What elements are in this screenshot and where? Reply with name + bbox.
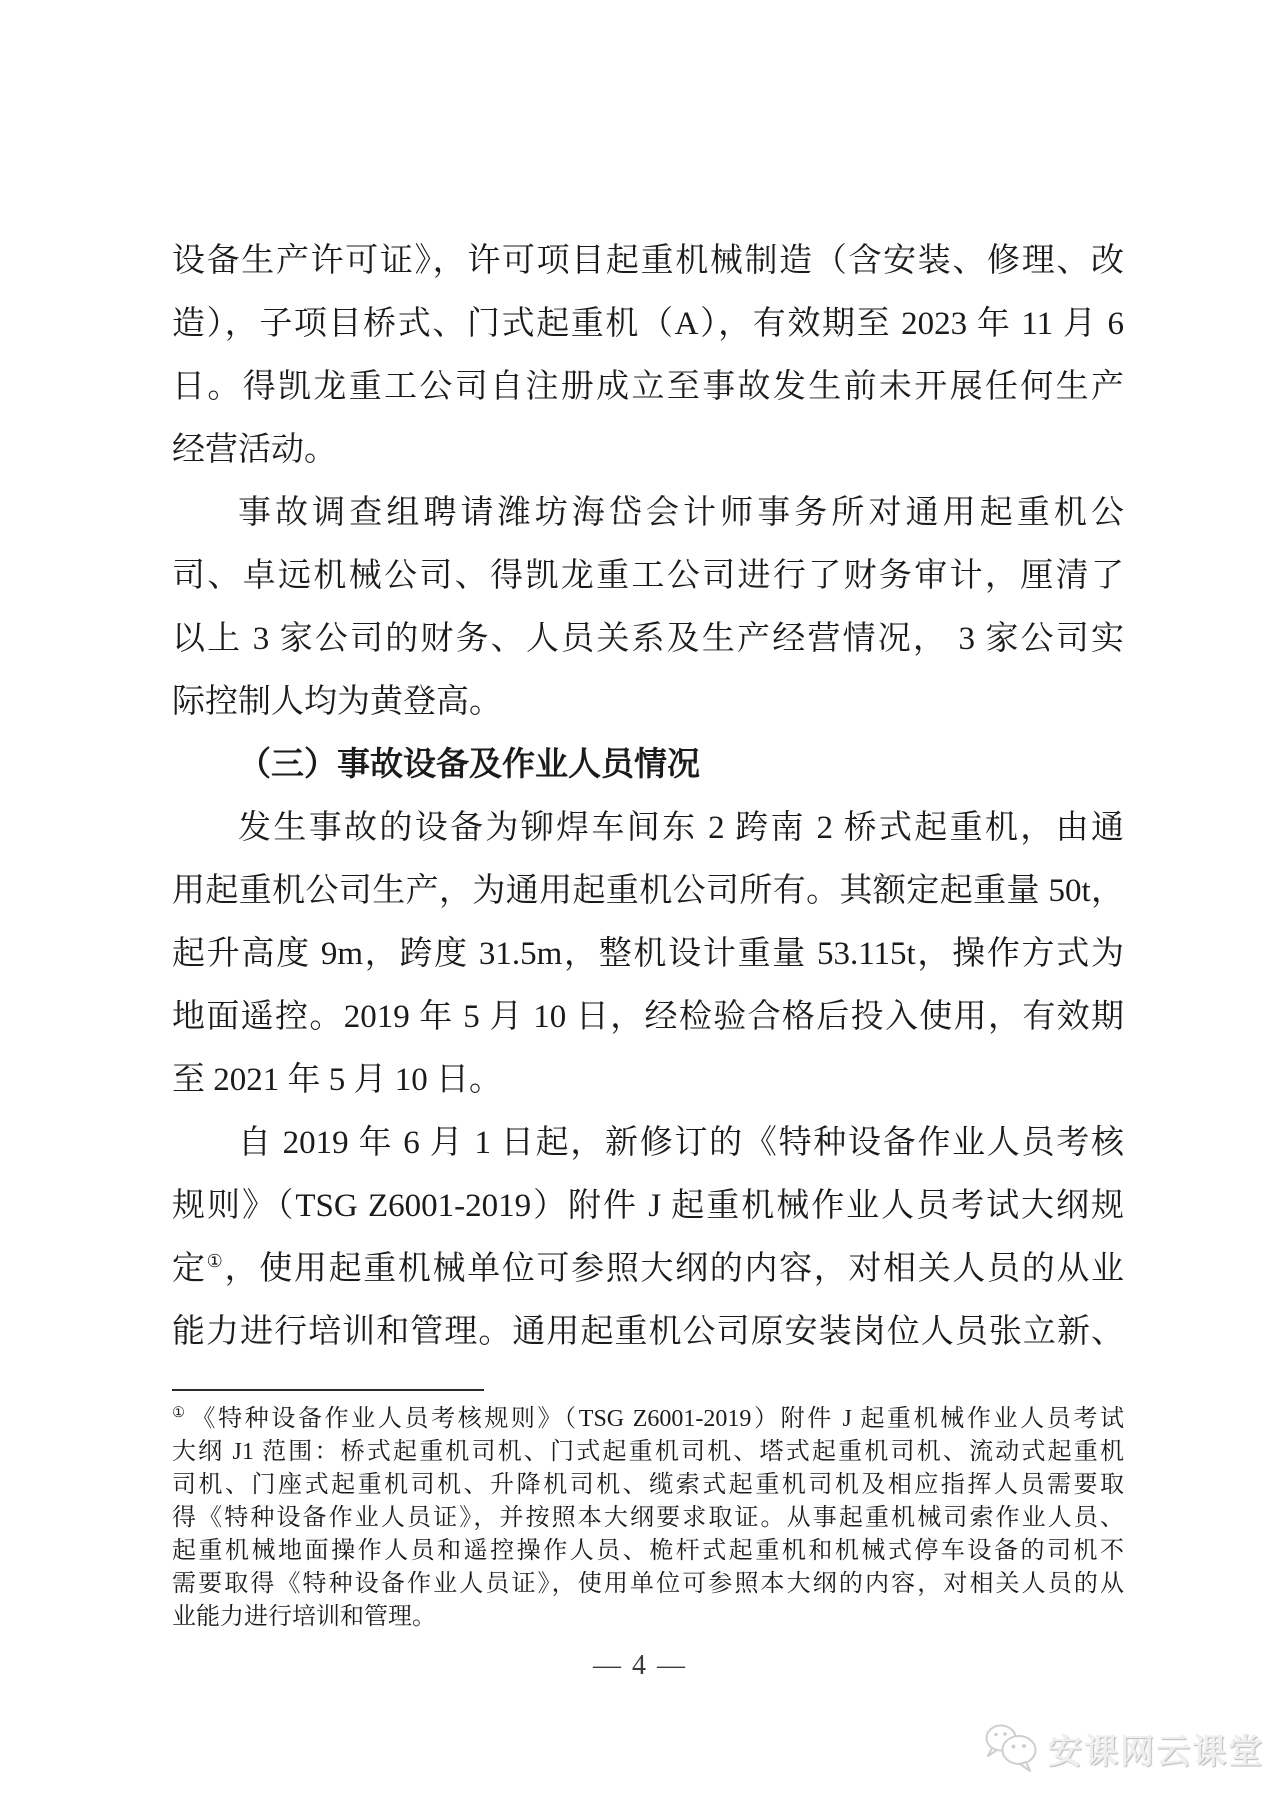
section-heading: （三）事故设备及作业人员情况	[238, 747, 700, 783]
body-line: 起升高度 9m，跨度 31.5m，整机设计重量 53.115t，操作方式为	[172, 936, 1124, 972]
body-line: 际控制人均为黄登高。	[172, 684, 502, 720]
body-line	[172, 1238, 1124, 1301]
footnote-marker: ①	[172, 1405, 188, 1421]
body-line-text: 定	[172, 1251, 207, 1287]
body-line: 规则》（TSG Z6001-2019）附件 J 起重机械作业人员考试大纲规	[172, 1188, 1124, 1224]
footnote-line: 得《特种设备作业人员证》，并按照本大纲要求取证。从事起重机械司索作业人员、	[172, 1505, 1124, 1531]
body-line: 地面遥控。2019 年 5 月 10 日，经检验合格后投入使用，有效期	[172, 999, 1124, 1035]
watermark	[980, 1722, 1264, 1774]
footnote-separator-rule	[172, 1389, 484, 1391]
footnote-line: 司机、门座式起重机司机、升降机司机、缆索式起重机司机及相应指挥人员需要取	[172, 1472, 1124, 1498]
wechat-chat-bubbles-icon	[980, 1722, 1042, 1774]
footnote-line: 大纲 J1 范围：桥式起重机司机、门式起重机司机、塔式起重机司机、流动式起重机	[172, 1439, 1124, 1465]
body-line: 造），子项目桥式、门式起重机（A），有效期至 2023 年 11 月 6	[172, 306, 1124, 342]
footnote-reference-mark: ①	[206, 1251, 225, 1271]
body-line: 事故调查组聘请潍坊海岱会计师事务所对通用起重机公	[238, 495, 1124, 531]
body-line-text: ，使用起重机械单位可参照大纲的内容，对相关人员的从业	[224, 1251, 1124, 1287]
footnote-section	[172, 1389, 1124, 1634]
footnote-line-text: 《特种设备作业人员考核规则》（TSG Z6001-2019）附件 J 起重机械作业人员考试	[191, 1406, 1124, 1432]
body-line: 发生事故的设备为铆焊车间东 2 跨南 2 桥式起重机，由通	[238, 810, 1124, 846]
footnote-line: 需要取得《特种设备作业人员证》，使用单位可参照本大纲的内容，对相关人员的从	[172, 1571, 1124, 1597]
page-number: — 4 —	[593, 1650, 687, 1681]
body-line: 以上 3 家公司的财务、人员关系及生产经营情况， 3 家公司实	[172, 621, 1124, 657]
footnote-line: 业能力进行培训和管理。	[172, 1604, 436, 1630]
body-line: 经营活动。	[172, 432, 337, 468]
body-line: 日。得凯龙重工公司自注册成立至事故发生前未开展任何生产	[172, 369, 1124, 405]
watermark-text: 安课网云课堂	[1048, 1732, 1264, 1771]
footnote-line: 起重机械地面操作人员和遥控操作人员、桅杆式起重机和机械式停车设备的司机不	[172, 1538, 1124, 1564]
footnote-line	[172, 1403, 1124, 1436]
body-line: 设备生产许可证》，许可项目起重机械制造（含安装、修理、改	[172, 243, 1124, 279]
document-body	[172, 230, 1124, 1364]
body-line: 能力进行培训和管理。通用起重机公司原安装岗位人员张立新、	[172, 1314, 1124, 1350]
body-line: 自 2019 年 6 月 1 日起，新修订的《特种设备作业人员考核	[238, 1125, 1124, 1161]
body-line: 用起重机公司生产，为通用起重机公司所有。其额定起重量 50t，	[172, 873, 1124, 909]
body-line: 至 2021 年 5 月 10 日。	[172, 1062, 502, 1098]
body-line: 司、卓远机械公司、得凯龙重工公司进行了财务审计，厘清了	[172, 558, 1124, 594]
footnote-text	[172, 1403, 1124, 1634]
